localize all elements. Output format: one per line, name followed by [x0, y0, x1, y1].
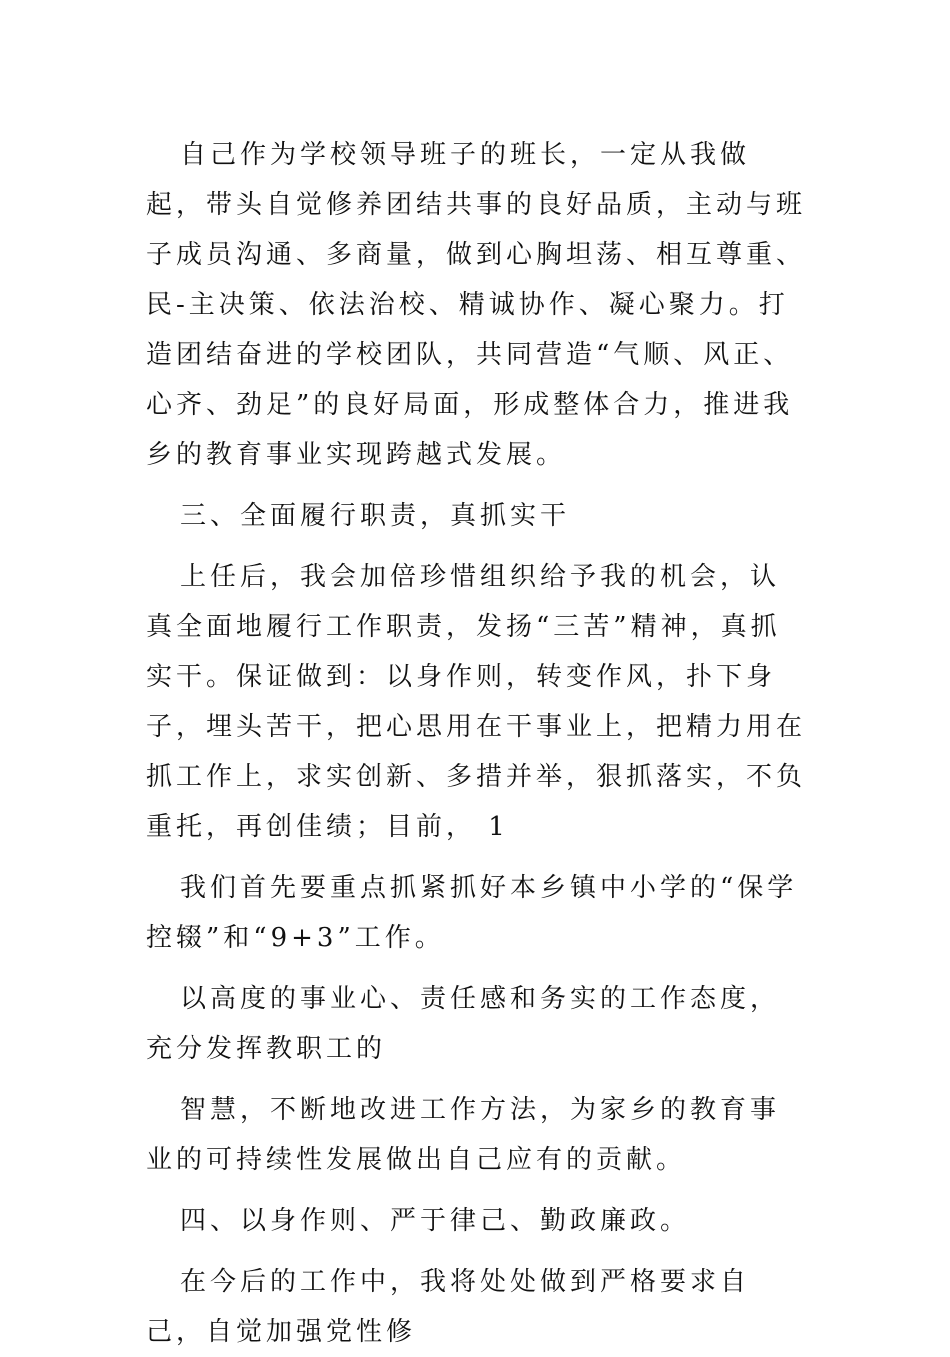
paragraph-duties: 上任后，我会加倍珍惜组织给予我的机会，认真全面地履行工作职责，发扬“三苦”精神，真抓实干。保证做到：以身作则，转变作风，扑下身子，埋头苦干，把心思用在干事业上，把精力用在抓工作上，求实创新、多措并举，狠抓落实，不负重托，再创佳绩；目前， 1: [146, 562, 807, 842]
paragraph-unity: 自己作为学校领导班子的班长，一定从我做起，带头自觉修养团结共事的良好品质，主动与班子成员沟通、多商量，做到心胸坦荡、相互尊重、民-主决策、依法治校、精诚协作、凝心聚力。打造团结奋进的学校团队，共同营造“气顺、风正、心齐、劲足”的良好局面，形成整体合力，推进我乡的教育事业实现跨越式发展。: [146, 140, 807, 470]
paragraph-self-discipline: 在今后的工作中，我将处处做到严格要求自己，自觉加强党性修: [146, 1267, 751, 1347]
paragraph-priority: 我们首先要重点抓紧抓好本乡镇中小学的“保学控辍”和“9+3”工作。: [146, 873, 798, 953]
paragraph-attitude: 以高度的事业心、责任感和务实的工作态度，充分发挥教职工的: [146, 984, 781, 1064]
document-body: [146, 130, 806, 1357]
section-heading-three: 三、全面履行职责，真抓实干: [180, 501, 571, 531]
section-heading-four: 四、以身作则、严于律己、勤政廉政。: [180, 1206, 691, 1236]
paragraph-wisdom: 智慧，不断地改进工作方法，为家乡的教育事业的可持续性发展做出自己应有的贡献。: [146, 1095, 781, 1175]
